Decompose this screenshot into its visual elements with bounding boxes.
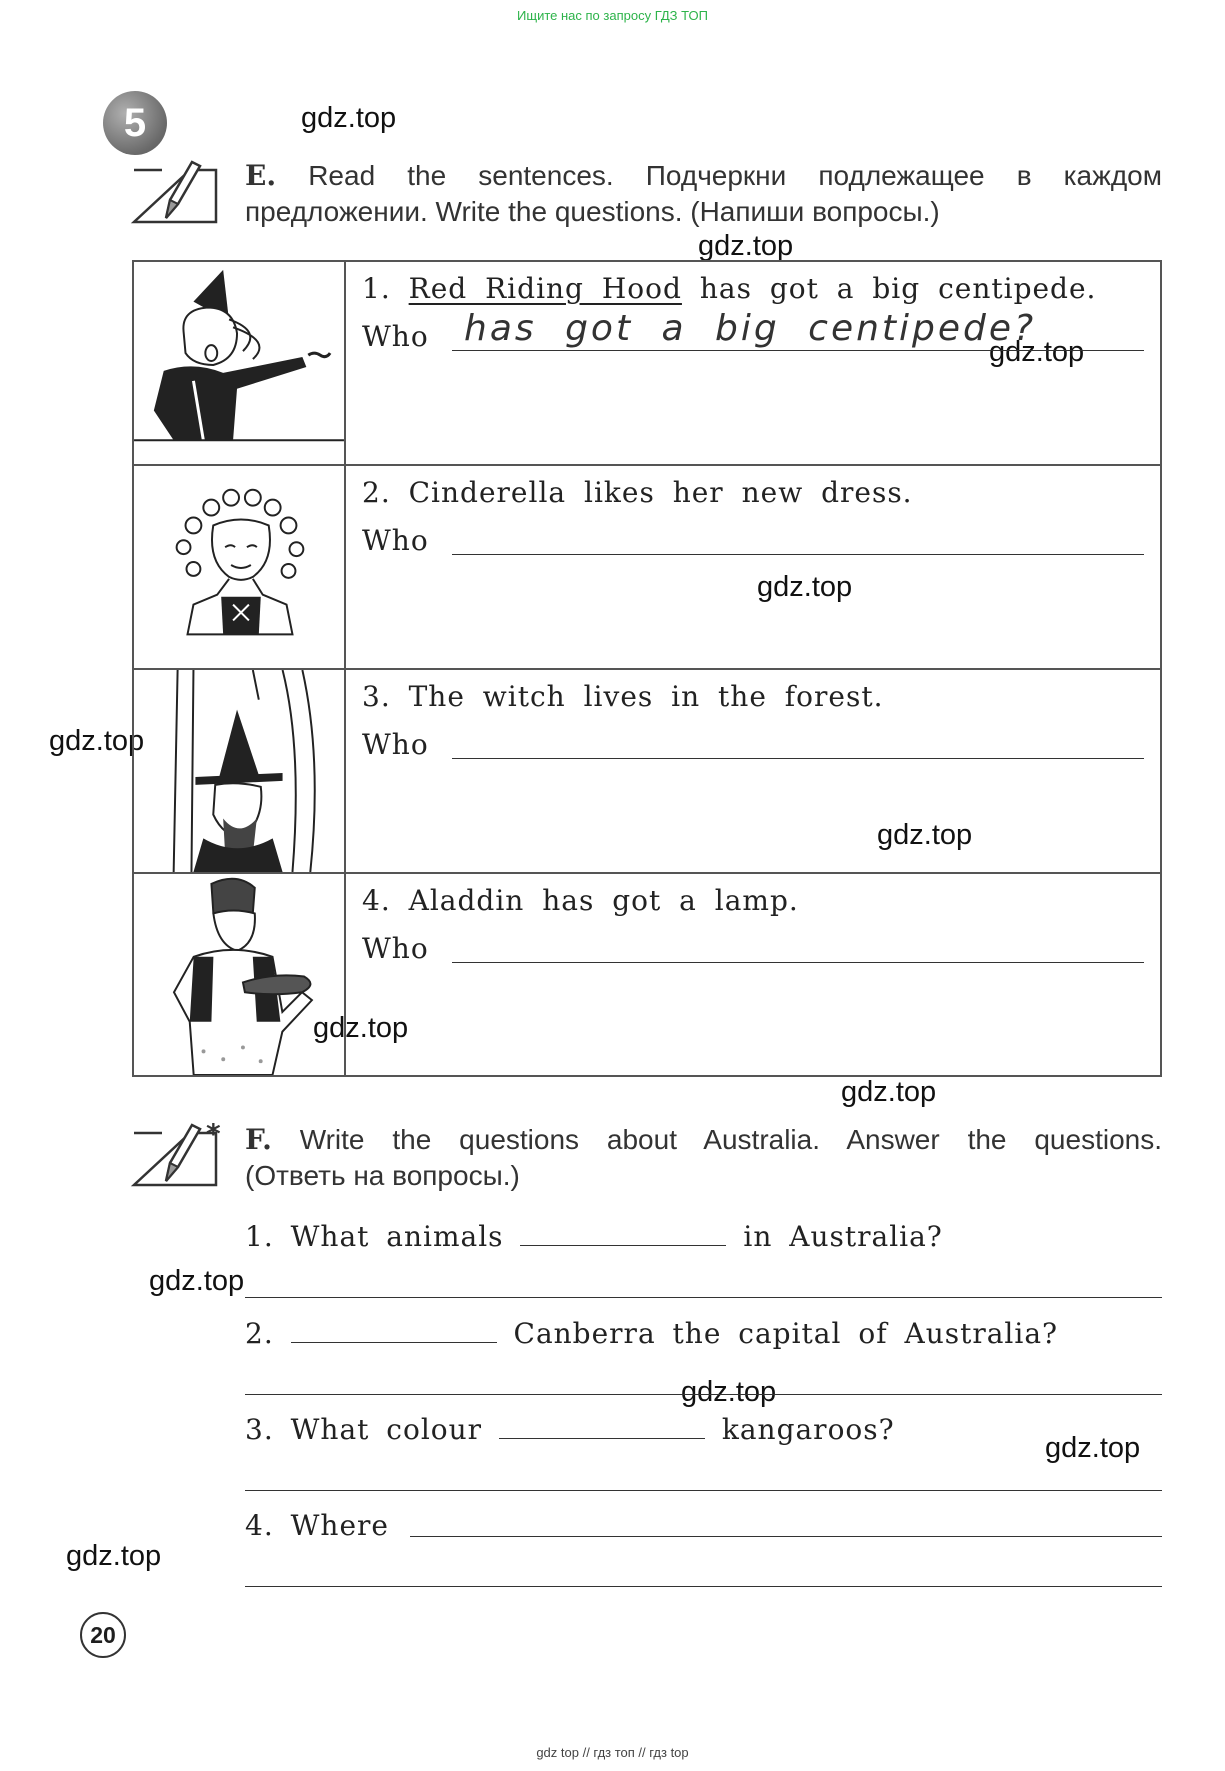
question-text-after: kangaroos? <box>721 1413 895 1446</box>
answer-line[interactable] <box>245 1394 1162 1395</box>
task-f-letter: F. <box>245 1123 272 1156</box>
who-label: Who <box>362 524 429 557</box>
answer-line[interactable] <box>452 554 1144 555</box>
question-4 <box>245 1509 389 1542</box>
pencil-icon <box>130 160 222 232</box>
question-number: 1. <box>245 1220 274 1253</box>
watermark: gdz.top <box>841 1076 937 1108</box>
sentence-number: 2. <box>362 476 391 509</box>
sentence-text: Aladdin has got a lamp. <box>408 884 799 917</box>
fill-in-blank[interactable] <box>520 1223 726 1246</box>
watermark: gdz.top <box>877 819 973 851</box>
answer-line[interactable] <box>245 1586 1162 1587</box>
fill-in-blank[interactable] <box>410 1536 1162 1537</box>
fill-in-blank[interactable] <box>291 1320 497 1343</box>
witch-illustration <box>134 670 346 872</box>
question-number: 2. <box>245 1317 274 1350</box>
handwritten-answer: has got a big centipede? <box>464 308 1037 349</box>
question-3 <box>245 1413 895 1446</box>
watermark: gdz.top <box>989 336 1085 368</box>
question-number: 4. <box>245 1509 274 1542</box>
svg-text:*: * <box>206 1123 221 1150</box>
fill-in-blank[interactable] <box>499 1416 705 1439</box>
answer-line[interactable] <box>452 962 1144 963</box>
underlined-subject: Red Riding Hood <box>408 272 682 305</box>
task-e-instruction-line2: предложении. Write the questions. (Напиши вопросы.) <box>245 196 940 227</box>
sentence-predicate: has got a big centipede. <box>699 272 1097 305</box>
sentence-3 <box>362 680 884 713</box>
answer-line[interactable] <box>245 1297 1162 1298</box>
table-row <box>134 874 1160 1075</box>
task-e-line1-text: Read the sentences. Подчеркни подлежащее в каждом <box>308 160 1163 191</box>
sentence-text: The witch lives in the forest. <box>408 680 884 713</box>
sentence-2 <box>362 476 913 509</box>
question-text-after: Canberra the capital of Australia? <box>513 1317 1059 1350</box>
question-text-before: Where <box>290 1509 389 1542</box>
task-e-instruction-line1 <box>245 158 1162 194</box>
sentence-number: 4. <box>362 884 391 917</box>
sentence-number: 1. <box>362 272 391 305</box>
red-riding-hood-illustration <box>134 262 346 464</box>
answer-line[interactable] <box>452 350 1144 351</box>
answer-line[interactable] <box>452 758 1144 759</box>
watermark: gdz.top <box>301 102 397 134</box>
table-row <box>134 262 1160 466</box>
watermark: gdz.top <box>149 1265 245 1297</box>
watermark: gdz.top <box>757 571 853 603</box>
table-row <box>134 670 1160 874</box>
unit-number-badge: 5 <box>103 91 167 155</box>
watermark: gdz.top <box>49 725 145 757</box>
search-hint-banner: Ищите нас по запросу ГДЗ ТОП <box>517 8 708 23</box>
watermark: gdz.top <box>698 230 794 262</box>
sentence-text: Cinderella likes her new dress. <box>408 476 913 509</box>
pencil-star-icon <box>130 1123 222 1195</box>
question-text-before: What colour <box>290 1413 483 1446</box>
task-f-instruction-line1 <box>245 1122 1162 1158</box>
aladdin-illustration <box>134 874 346 1075</box>
question-2 <box>245 1317 1058 1350</box>
task-e-table <box>132 260 1162 1077</box>
question-text-before: What animals <box>290 1220 504 1253</box>
page-number: 20 <box>80 1612 126 1658</box>
footer-watermark: gdz top // гдз топ // гдз top <box>536 1745 689 1760</box>
watermark: gdz.top <box>313 1012 409 1044</box>
who-label: Who <box>362 728 429 761</box>
table-row <box>134 466 1160 670</box>
who-label: Who <box>362 320 429 353</box>
question-number: 3. <box>245 1413 274 1446</box>
question-text-after: in Australia? <box>743 1220 943 1253</box>
watermark: gdz.top <box>1045 1432 1141 1464</box>
sentence-number: 3. <box>362 680 391 713</box>
who-label: Who <box>362 932 429 965</box>
sentence-4 <box>362 884 799 917</box>
task-e-letter: E. <box>245 159 277 192</box>
task-f-line1-text: Write the questions about Australia. Answer the questions. <box>299 1124 1162 1155</box>
answer-line[interactable] <box>245 1490 1162 1491</box>
cinderella-illustration <box>134 466 346 668</box>
watermark: gdz.top <box>681 1376 777 1408</box>
watermark: gdz.top <box>66 1540 162 1572</box>
task-f-instruction-line2: (Ответь на вопросы.) <box>245 1160 520 1191</box>
sentence-1 <box>362 272 1096 305</box>
question-1 <box>245 1220 943 1253</box>
